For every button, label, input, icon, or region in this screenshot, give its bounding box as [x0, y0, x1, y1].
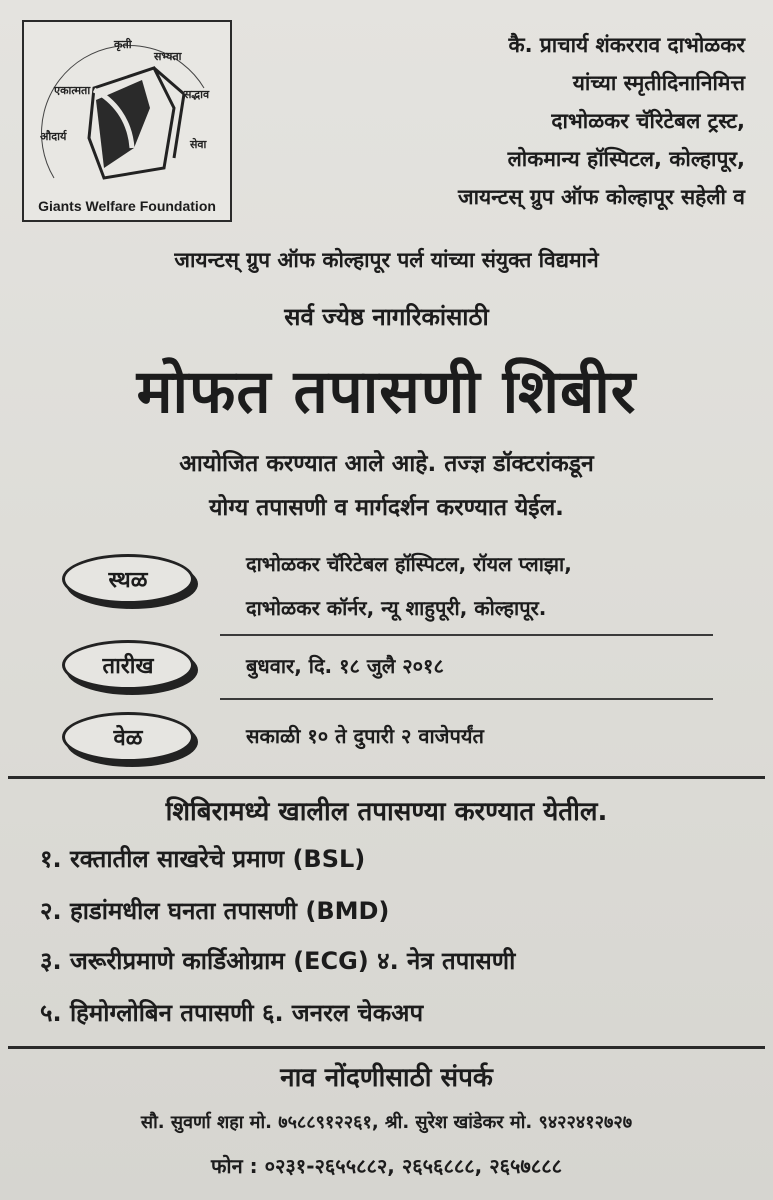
divider — [220, 634, 713, 636]
date-value: बुधवार, दि. १८ जुलै २०१८ — [246, 654, 444, 678]
date-label: तारीख — [62, 640, 194, 690]
divider — [220, 698, 713, 700]
logo — [22, 20, 232, 222]
test-item: १. रक्तातील साखरेचे प्रमाण (BSL) — [40, 845, 366, 873]
header-line: जायन्टस् ग्रुप ऑफ कोल्हापूर पर्ल यांच्या संयुक्त विद्यमाने — [174, 248, 599, 272]
time-label: वेळ — [62, 712, 194, 762]
header-line: लोकमान्य हॉस्पिटल, कोल्हापूर, — [507, 147, 745, 171]
header-line: दाभोळकर चॅरिटेबल ट्रस्ट, — [551, 109, 745, 133]
logo-arc-word: एकात्मता — [54, 84, 91, 97]
intro-line: योग्य तपासणी व मार्गदर्शन करण्यात येईल. — [209, 495, 564, 521]
venue-label: स्थळ — [62, 554, 194, 604]
header-line: यांच्या स्मृतीदिनानिमित्त — [572, 71, 745, 95]
contact-mobiles: सौ. सुवर्णा शहा मो. ७५८८९१२२६१, श्री. सुरेश खांडेकर मो. ९४२२४१२७२७ — [140, 1112, 633, 1133]
logo-arc-word: सद्भाव — [184, 88, 210, 101]
audience-subtitle: सर्व ज्येष्ठ नागरिकांसाठी — [284, 303, 489, 331]
logo-emblem-icon — [34, 28, 218, 188]
contact-heading: नाव नोंदणीसाठी संपर्क — [280, 1063, 493, 1093]
section-divider — [8, 1046, 765, 1049]
time-value: सकाळी १० ते दुपारी २ वाजेपर्यंत — [246, 724, 484, 748]
logo-arc-word: सभ्यता — [154, 50, 182, 63]
test-item: ३. जरूरीप्रमाणे कार्डिओग्राम (ECG) ४. नेत्र तपासणी — [40, 947, 516, 975]
logo-arc-word: कृती — [114, 38, 132, 51]
intro-line: आयोजित करण्यात आले आहे. तज्ज्ञ डॉक्टरांकडून — [179, 451, 594, 477]
logo-arc-word: सेवा — [190, 138, 207, 151]
header-line: जायन्टस् ग्रुप ऑफ कोल्हापूर सहेली व — [457, 185, 745, 209]
logo-arc-word: औदार्य — [40, 130, 67, 143]
test-item: ५. हिमोग्लोबिन तपासणी ६. जनरल चेकअप — [40, 999, 424, 1027]
logo-caption: Giants Welfare Foundation — [38, 198, 216, 214]
section-divider — [8, 776, 765, 779]
organizers-block — [225, 26, 745, 216]
test-item: २. हाडांमधील घनता तपासणी (BMD) — [40, 897, 390, 925]
main-title: मोफत तपासणी शिबीर — [136, 357, 637, 427]
contact-phones: फोन : ०२३१-२६५५८८२, २६५६८८८, २६५७८८८ — [210, 1154, 563, 1178]
header-line: कै. प्राचार्य शंकरराव दाभोळकर — [508, 33, 745, 57]
tests-heading: शिबिरामध्ये खालील तपासण्या करण्यात येतील. — [165, 797, 608, 827]
venue-line: दाभोळकर चॅरिटेबल हॉस्पिटल, रॉयल प्लाझा, — [246, 552, 572, 576]
venue-line: दाभोळकर कॉर्नर, न्यू शाहुपूरी, कोल्हापूर. — [246, 596, 547, 620]
